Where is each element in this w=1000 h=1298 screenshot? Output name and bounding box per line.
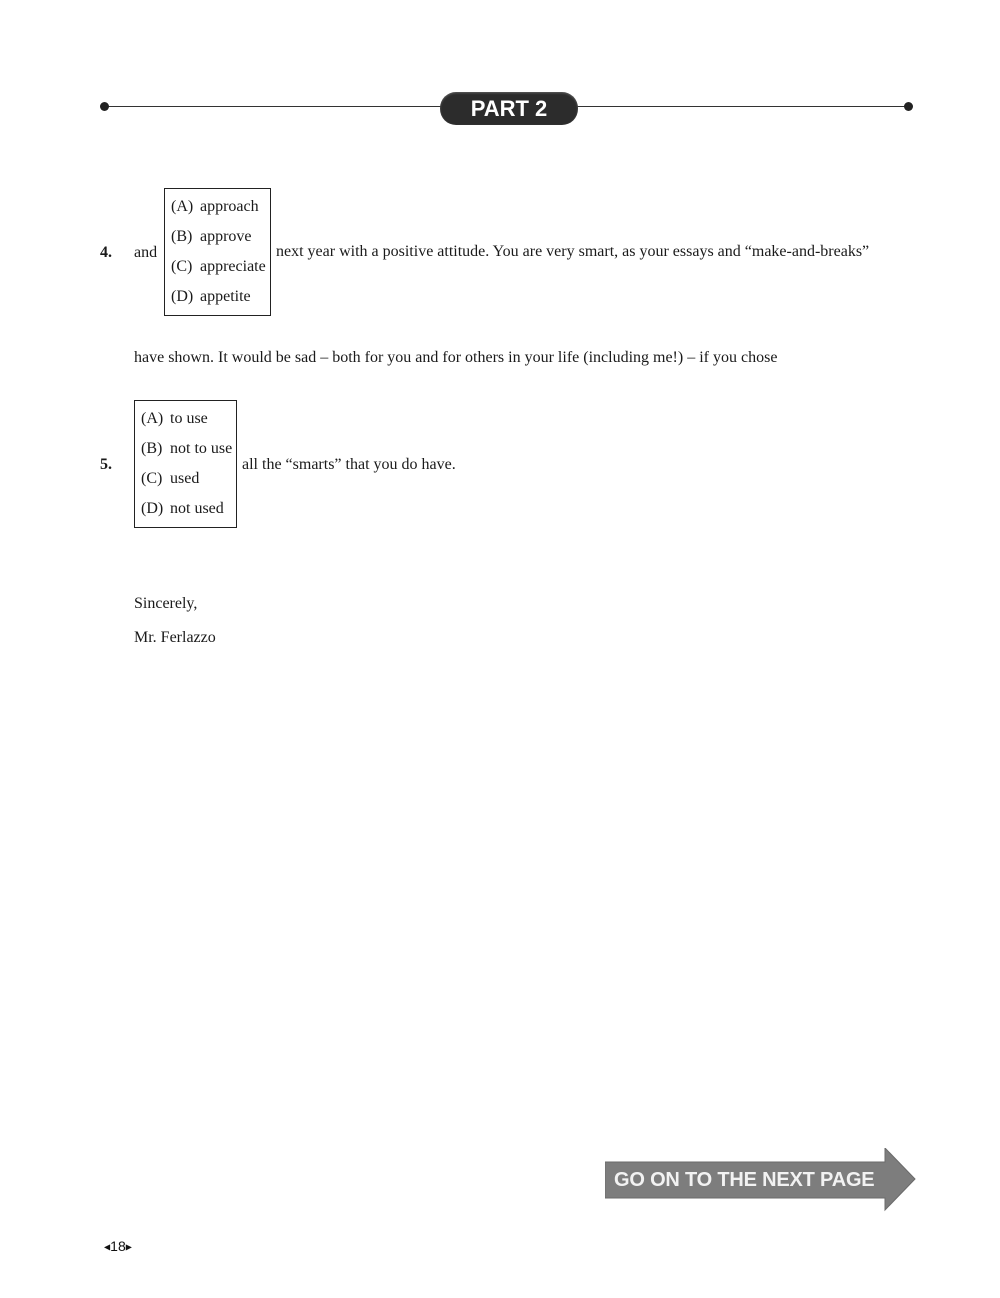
next-page-label[interactable]: GO ON TO THE NEXT PAGE — [614, 1169, 875, 1191]
part-heading: PART 2 — [440, 92, 578, 125]
passage-continuation: have shown. It would be sad – both for you and for others in your life (including me!) – if you chose — [134, 349, 778, 366]
question-4-lead-word: and — [134, 244, 158, 261]
page-left-arrow-icon: ◀ — [104, 1242, 111, 1252]
question-4-option-d[interactable]: (D) appetite — [171, 288, 251, 305]
question-5-number: 5. — [100, 456, 112, 473]
question-4-option-a[interactable]: (A) approach — [171, 198, 259, 215]
page-number: ◀18▶ — [104, 1238, 132, 1254]
question-4-option-c[interactable]: (C) appreciate — [171, 258, 266, 275]
header-rule-right-dot — [904, 102, 913, 111]
question-5-option-d[interactable]: (D) not used — [141, 500, 224, 517]
question-5-option-a[interactable]: (A) to use — [141, 410, 208, 427]
question-4-options-box — [164, 188, 271, 316]
question-4-following-text: next year with a positive attitude. You are very smart, as your essays and “make-and-breaks” — [276, 243, 870, 260]
header-rule-left-dot — [100, 102, 109, 111]
question-4-option-b[interactable]: (B) approve — [171, 228, 252, 245]
question-5-option-b[interactable]: (B) not to use — [141, 440, 233, 457]
question-5-options-box — [134, 400, 237, 528]
page-right-arrow-icon: ▶ — [125, 1242, 132, 1252]
question-5-option-c[interactable]: (C) used — [141, 470, 200, 487]
question-4-number: 4. — [100, 244, 112, 261]
question-5-following-text: all the “smarts” that you do have. — [242, 456, 456, 473]
closing-signature: Mr. Ferlazzo — [134, 629, 216, 646]
closing-salutation: Sincerely, — [134, 595, 198, 612]
